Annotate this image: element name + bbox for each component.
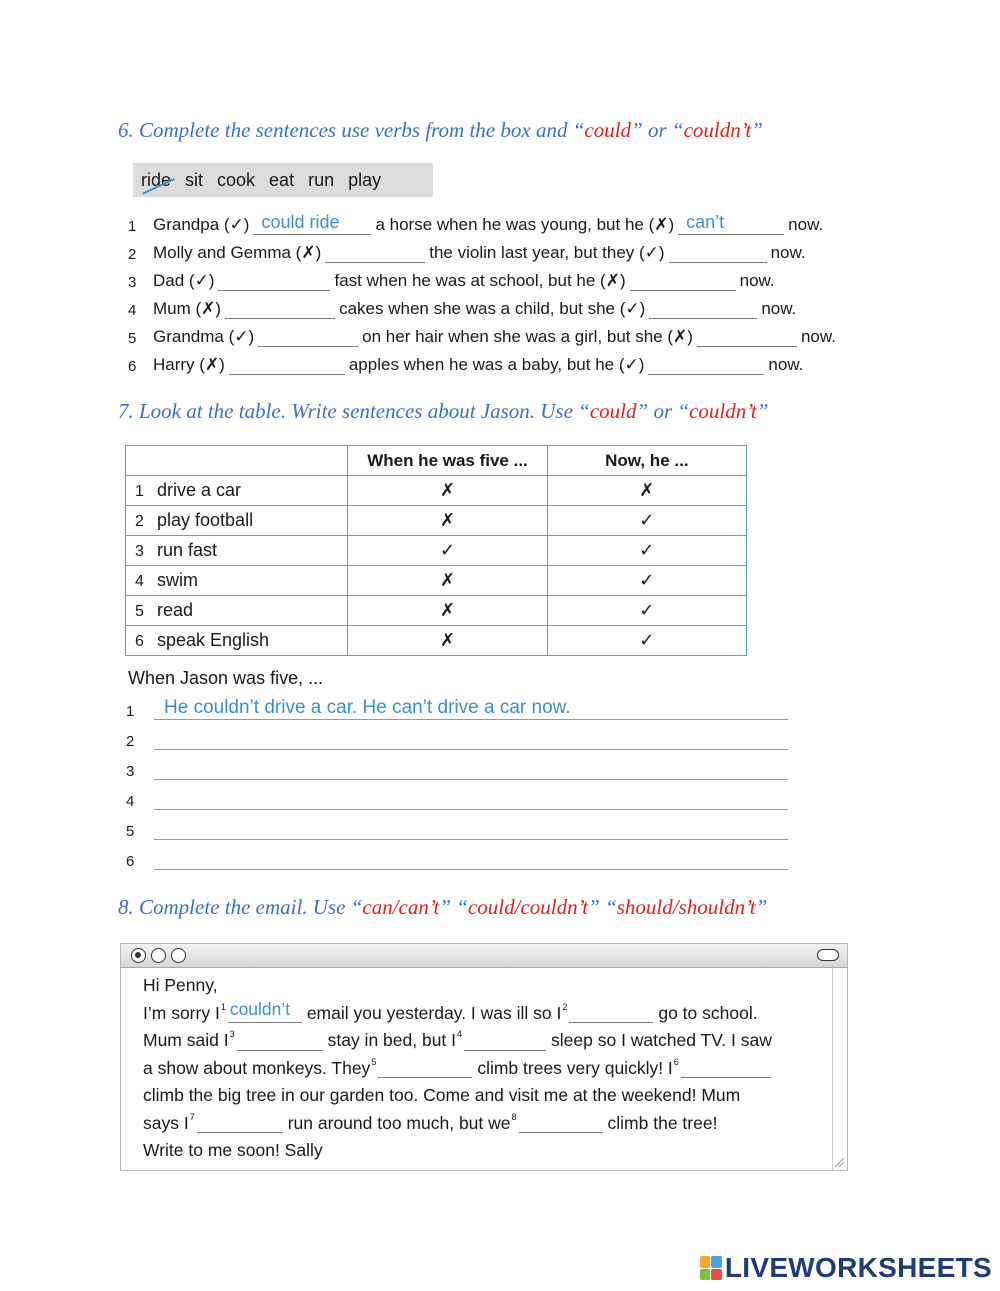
ex7-answer-line-6: 6 <box>126 844 788 870</box>
table-row: 5 read ✗ ✓ <box>126 596 747 626</box>
email-line-4: climb the big tree in our garden too. Come and visit me at the weekend! Mum <box>143 1085 741 1105</box>
ex6-blank-3a[interactable] <box>218 271 330 291</box>
zoom-window-icon[interactable] <box>171 948 186 963</box>
check-mark: ✓ <box>547 626 746 656</box>
exercise-7-heading: 7. Look at the table. Write sentences about Jason. Use “could” or “couldn’t” <box>118 399 769 423</box>
table-row: 4 swim ✗ ✓ <box>126 566 747 596</box>
ex7-input-3[interactable] <box>154 758 788 780</box>
email-blank-5[interactable] <box>378 1059 472 1078</box>
jason-table <box>125 445 747 656</box>
logo-text: LIVEWORKSHEETS <box>724 1252 992 1283</box>
cross-mark: ✗ <box>348 566 547 596</box>
email-line-5: says I 7 run around too much, but we 8 climb the tree! <box>143 1111 718 1133</box>
word-cook: cook <box>217 169 256 190</box>
ex6-blank-4a[interactable] <box>225 299 335 319</box>
email-blank-4[interactable] <box>464 1032 546 1051</box>
ex7-answer-line-3: 3 <box>126 754 788 780</box>
check-mark: ✓ <box>547 506 746 536</box>
email-blank-1[interactable]: couldn’t <box>228 1004 302 1023</box>
ex7-answer-line-2: 2 <box>126 724 788 750</box>
close-window-icon[interactable] <box>131 948 146 963</box>
ex6-blank-6b[interactable] <box>648 355 764 375</box>
email-line-1: I’m sorry I 1 couldn’t email you yesterday. I was ill so I 2 go to school. <box>143 998 758 1023</box>
email-line-3: a show about monkeys. They 5 climb trees very quickly! I 6 <box>143 1055 776 1083</box>
check-mark: ✓ <box>547 536 746 566</box>
ex7-input-6[interactable] <box>154 848 788 870</box>
ex6-blank-5a[interactable] <box>258 327 358 347</box>
logo-mark-icon <box>700 1256 722 1280</box>
ex6-row-6: 6 Harry (✗) apples when he was a baby, but he (✓) now. <box>128 355 804 375</box>
ex7-input-1[interactable]: He couldn’t drive a car. He can’t drive a car now. <box>154 698 788 720</box>
check-mark: ✓ <box>547 596 746 626</box>
email-blank-3[interactable] <box>237 1032 323 1051</box>
ex6-blank-4b[interactable] <box>649 299 757 319</box>
table-row: 1 drive a car ✗ ✗ <box>126 476 747 506</box>
minimize-window-icon[interactable] <box>151 948 166 963</box>
word-ride: ride <box>141 169 172 190</box>
word-run: run <box>308 169 335 190</box>
cross-mark: ✗ <box>348 626 547 656</box>
ex7-answer-line-4: 4 <box>126 784 788 810</box>
word-sit: sit <box>185 169 204 190</box>
email-blank-7[interactable] <box>197 1114 283 1133</box>
email-signoff: Write to me soon! Sally <box>143 1140 323 1160</box>
cross-mark: ✗ <box>348 596 547 626</box>
email-blank-8[interactable] <box>519 1114 603 1133</box>
cross-mark: ✗ <box>547 476 746 506</box>
ex6-blank-2b[interactable] <box>669 243 767 263</box>
ex6-blank-5b[interactable] <box>697 327 797 347</box>
table-row: 2 play football ✗ ✓ <box>126 506 747 536</box>
email-blank-6[interactable] <box>681 1059 771 1078</box>
ex7-answer-line-5: 5 <box>126 814 788 840</box>
email-window <box>120 943 848 1171</box>
table-header-row <box>126 446 747 476</box>
ex6-row-2: 2 Molly and Gemma (✗) the violin last year, but they (✓) now. <box>128 243 806 263</box>
check-mark: ✓ <box>348 536 547 566</box>
ex6-blank-3b[interactable] <box>630 271 736 291</box>
ex6-row-3: 3 Dad (✓) fast when he was at school, but he (✗) now. <box>128 271 775 291</box>
ex6-row-1: 1 Grandpa (✓) could ride a horse when he was young, but he (✗) can’t now. <box>128 212 824 235</box>
ex7-intro: When Jason was five, ... <box>128 668 324 688</box>
liveworksheets-logo <box>700 1252 992 1284</box>
cross-mark: ✗ <box>348 476 547 506</box>
ex6-blank-6a[interactable] <box>229 355 345 375</box>
email-blank-2[interactable] <box>569 1004 653 1023</box>
resize-grip-icon[interactable] <box>833 1156 845 1168</box>
ex6-row-4: 4 Mum (✗) cakes when she was a child, but she (✓) now. <box>128 299 797 319</box>
col-header-five: When he was five ... <box>348 446 547 476</box>
word-eat: eat <box>269 169 295 190</box>
ex7-input-4[interactable] <box>154 788 788 810</box>
ex6-blank-1b[interactable]: can’t <box>678 215 784 235</box>
check-mark: ✓ <box>547 566 746 596</box>
word-play: play <box>348 169 382 190</box>
email-line-2: Mum said I 3 stay in bed, but I 4 sleep so I watched TV. I saw <box>143 1029 772 1050</box>
col-header-now: Now, he ... <box>547 446 746 476</box>
ex6-blank-2a[interactable] <box>325 243 425 263</box>
cross-mark: ✗ <box>348 506 547 536</box>
toolbar-toggle-icon[interactable] <box>817 949 839 961</box>
ex7-input-2[interactable] <box>154 728 788 750</box>
ex7-input-5[interactable] <box>154 818 788 840</box>
window-titlebar <box>121 944 847 968</box>
email-greeting: Hi Penny, <box>143 975 218 995</box>
ex6-row-5: 5 Grandma (✓) on her hair when she was a girl, but she (✗) now. <box>128 327 836 347</box>
email-body <box>143 972 776 1165</box>
ex6-blank-1a[interactable]: could ride <box>253 215 371 235</box>
table-row: 3 run fast ✓ ✓ <box>126 536 747 566</box>
verb-box <box>133 163 433 197</box>
ex7-answer-line-1: 1 He couldn’t drive a car. He can’t drive a car now. <box>126 694 788 720</box>
exercise-6-heading: 6. Complete the sentences use verbs from the box and “could” or “couldn’t” <box>118 118 763 142</box>
exercise-8-heading: 8. Complete the email. Use “can/can’t” “could/couldn’t” “should/shouldn’t” <box>118 895 768 919</box>
table-row: 6 speak English ✗ ✓ <box>126 626 747 656</box>
